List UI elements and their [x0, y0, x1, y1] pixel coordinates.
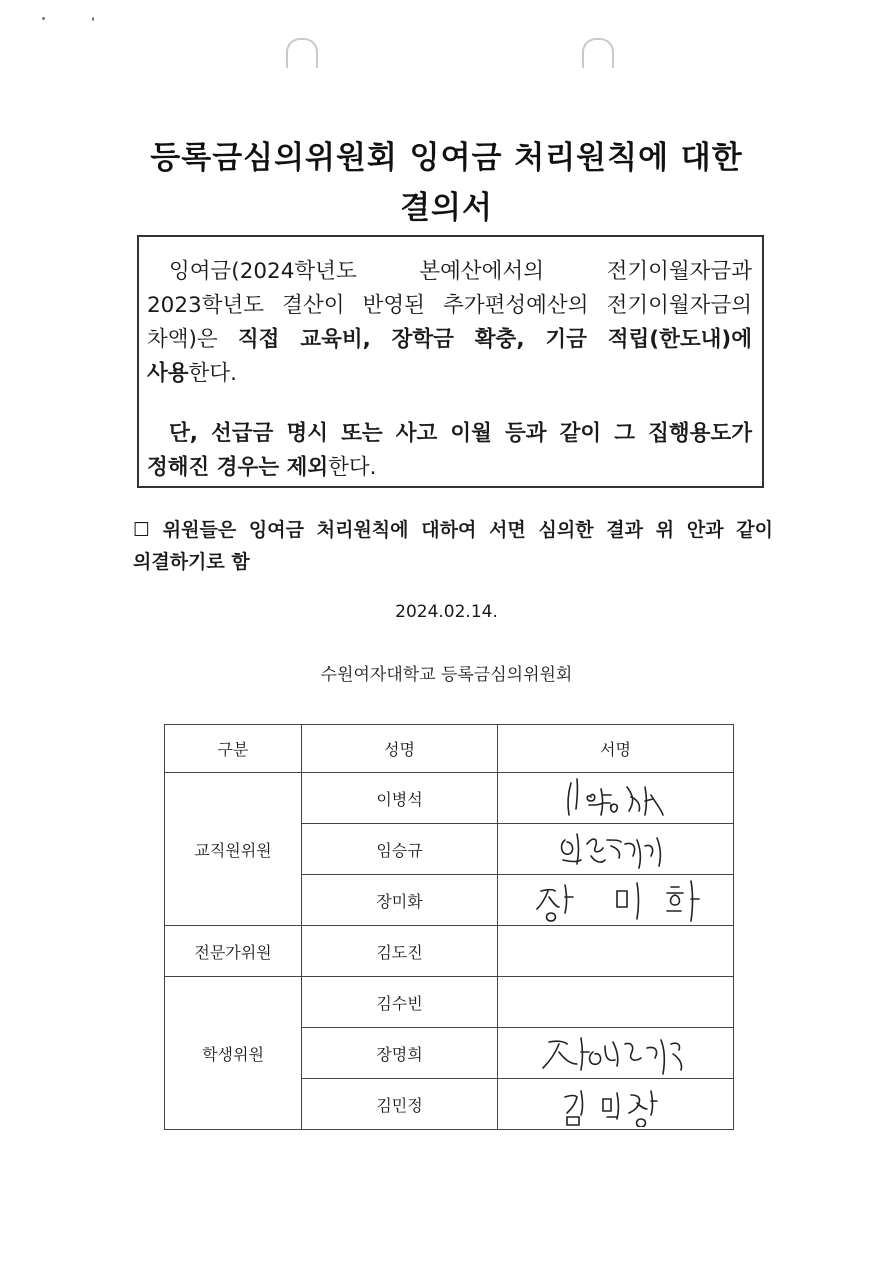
- table-row: [165, 926, 734, 977]
- punch-hole-right: [582, 38, 614, 68]
- resolution-date: 2024.02.14.: [395, 602, 498, 622]
- member-name: 이병석: [302, 773, 498, 824]
- header-name: 성명: [302, 725, 498, 773]
- document-title-line2: 결의서: [400, 190, 493, 226]
- member-name: 임승규: [302, 824, 498, 875]
- table-row: [165, 977, 734, 1028]
- para1-end: 한다.: [188, 361, 237, 386]
- signature-cell: [498, 926, 734, 977]
- table-header-row: [165, 725, 734, 773]
- member-name: 김도진: [302, 926, 498, 977]
- scan-speck: [42, 17, 45, 20]
- handwritten-signature: [521, 877, 711, 923]
- signature-cell: [498, 824, 734, 875]
- handwritten-signature: [541, 775, 691, 821]
- signature-cell: [498, 977, 734, 1028]
- resolution-box: [137, 235, 764, 488]
- scan-speck: [92, 17, 94, 21]
- resolution-note: ☐ 위원들은 잉여금 처리원칙에 대하여 서면 심의한 결과 위 안과 같이 의결하기로 함: [133, 519, 773, 573]
- resolution-paragraph-1: [147, 255, 752, 391]
- header-signature: 서명: [498, 725, 734, 773]
- header-category: 구분: [165, 725, 302, 773]
- para2-bold: 단, 선급금 명시 또는 사고 이월 등과 같이 그 집행용도가 정해진 경우는 제외: [147, 421, 752, 480]
- handwritten-signature: [531, 1030, 701, 1076]
- category-cell: 학생위원: [165, 977, 302, 1130]
- table-row: [165, 773, 734, 824]
- handwritten-signature: [541, 826, 691, 872]
- signature-cell: [498, 875, 734, 926]
- member-name: 장명희: [302, 1028, 498, 1079]
- signature-cell: [498, 1028, 734, 1079]
- signature-cell: [498, 773, 734, 824]
- resolution-paragraph-2: [147, 417, 752, 485]
- member-name: 장미화: [302, 875, 498, 926]
- document-title-line1: 등록금심의위원회 잉여금 처리원칙에 대한: [150, 140, 743, 176]
- para1-bold: 직접 교육비, 장학금 확충, 기금 적립(한도내)에 사용: [147, 327, 752, 386]
- handwritten-signature: [551, 1081, 681, 1127]
- para2-end: 한다.: [328, 455, 377, 480]
- member-name: 김수빈: [302, 977, 498, 1028]
- signature-table: [164, 724, 734, 1130]
- signature-cell: [498, 1079, 734, 1130]
- category-cell: 전문가위원: [165, 926, 302, 977]
- member-name: 김민정: [302, 1079, 498, 1130]
- organization-name: 수원여자대학교 등록금심의위원회: [320, 665, 573, 685]
- punch-hole-left: [286, 38, 318, 68]
- para1-text: 잉여금(2024학년도 본예산에서의 전기이월자금과 2023학년도 결산이 반영된 추가편성예산의 전기이월자금의 차액)은: [147, 259, 752, 352]
- category-cell: 교직원위원: [165, 773, 302, 926]
